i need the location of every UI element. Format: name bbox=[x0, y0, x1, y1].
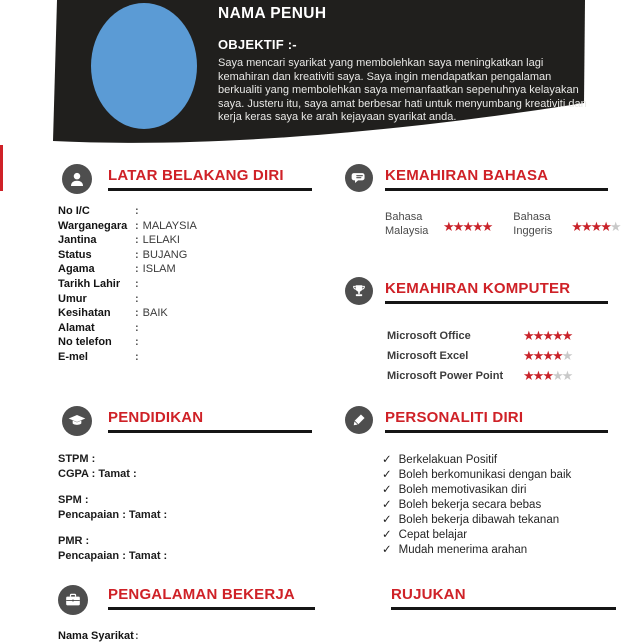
star-filled-icon: ★ bbox=[452, 219, 463, 234]
field-row bbox=[58, 306, 197, 321]
education-line: CGPA : Tamat : bbox=[58, 468, 137, 480]
education-line: Pencapaian : Tamat : bbox=[58, 509, 168, 521]
title-underline bbox=[385, 301, 608, 304]
checklist-item bbox=[382, 453, 571, 468]
section-personaliti-diri bbox=[385, 409, 608, 433]
title-underline bbox=[108, 430, 312, 433]
page-edge-accent bbox=[0, 145, 3, 191]
language-rating bbox=[443, 218, 491, 238]
section-title: LATAR BELAKANG DIRI bbox=[108, 167, 284, 184]
title-underline bbox=[385, 430, 608, 433]
field-value: ISLAM bbox=[142, 263, 176, 276]
star-filled-icon: ★ bbox=[590, 219, 601, 234]
section-title: PENGALAMAN BEKERJA bbox=[108, 586, 295, 603]
checklist-item bbox=[382, 498, 571, 513]
rating-stars bbox=[523, 350, 571, 362]
trophy-icon bbox=[345, 277, 373, 305]
field-colon: : bbox=[135, 248, 139, 261]
field-colon: : bbox=[135, 630, 139, 642]
star-filled-icon: ★ bbox=[542, 368, 552, 383]
field-label: Warganegara bbox=[58, 219, 128, 232]
star-filled-icon: ★ bbox=[571, 219, 581, 234]
objective-text: Saya mencari syarikat yang membolehkan saya meningkatkan lagi kemahiran dan kreativiti saya. Saya ingin mendapatkan pengalaman berkualiti yang membolehkan saya memanfaatkan sepenuhnya kelayakan saya. Justeru itu, saya amat berbesar hati untuk menyumbang kreativiti dan kerja keras saya ke arah kejayaan syarikat anda. bbox=[218, 57, 587, 124]
education-line: Pencapaian : Tamat : bbox=[58, 550, 168, 562]
checklist-text: Mudah menerima arahan bbox=[398, 544, 528, 556]
field-label: Kesihatan bbox=[58, 307, 111, 320]
checklist-text: Boleh bekerja secara bebas bbox=[398, 499, 542, 511]
education-entry bbox=[58, 493, 167, 523]
star-filled-icon: ★ bbox=[523, 368, 533, 383]
section-title: KEMAHIRAN KOMPUTER bbox=[385, 280, 571, 297]
star-empty-icon: ★ bbox=[609, 219, 620, 234]
field-colon: : bbox=[135, 205, 139, 217]
checklist-text: Boleh bekerja dibawah tekanan bbox=[398, 514, 560, 526]
field-label: Alamat bbox=[58, 321, 95, 334]
language-item bbox=[513, 211, 619, 238]
field-colon: : bbox=[135, 292, 139, 305]
section-kemahiran-komputer bbox=[385, 280, 608, 304]
check-icon: ✓ bbox=[382, 499, 392, 511]
title-underline bbox=[385, 188, 608, 191]
chat-bubble-icon bbox=[345, 164, 373, 192]
education-list bbox=[58, 452, 167, 575]
person-icon bbox=[62, 164, 92, 194]
star-filled-icon: ★ bbox=[471, 219, 482, 234]
language-item bbox=[385, 211, 491, 238]
check-icon: ✓ bbox=[382, 529, 392, 541]
field-colon: : bbox=[135, 321, 139, 334]
title-underline bbox=[108, 188, 312, 191]
checklist-text: Boleh memotivasikan diri bbox=[398, 484, 527, 496]
section-title: RUJUKAN bbox=[391, 586, 466, 603]
star-filled-icon: ★ bbox=[542, 328, 552, 343]
education-line: SPM : bbox=[58, 494, 89, 506]
star-filled-icon: ★ bbox=[561, 328, 572, 343]
star-empty-icon: ★ bbox=[561, 348, 572, 363]
field-label: Umur bbox=[58, 292, 87, 305]
language-rating bbox=[571, 218, 619, 238]
check-icon: ✓ bbox=[382, 514, 392, 526]
section-title: PENDIDIKAN bbox=[108, 409, 204, 426]
field-label: Nama Syarikat bbox=[58, 630, 134, 642]
field-value: BAIK bbox=[142, 307, 168, 320]
field-row bbox=[58, 292, 197, 307]
full-name: NAMA PENUH bbox=[218, 5, 327, 22]
star-filled-icon: ★ bbox=[600, 219, 610, 234]
rating-stars bbox=[571, 219, 619, 234]
section-pendidikan bbox=[108, 409, 312, 433]
star-filled-icon: ★ bbox=[580, 219, 591, 234]
skill-label: Microsoft Power Point bbox=[387, 370, 504, 382]
field-colon: : bbox=[135, 350, 139, 363]
star-filled-icon: ★ bbox=[481, 219, 492, 234]
field-value: BUJANG bbox=[142, 248, 188, 261]
field-row bbox=[58, 248, 197, 263]
star-filled-icon: ★ bbox=[551, 348, 562, 363]
section-rujukan bbox=[391, 586, 616, 610]
star-filled-icon: ★ bbox=[443, 219, 453, 234]
education-entry bbox=[58, 534, 167, 564]
education-line: STPM : bbox=[58, 453, 96, 465]
star-filled-icon: ★ bbox=[542, 348, 552, 363]
checklist-item bbox=[382, 513, 571, 528]
checklist-text: Berkelakuan Positif bbox=[398, 454, 498, 466]
skill-label: Microsoft Excel bbox=[387, 350, 469, 362]
computer-skill-row bbox=[387, 346, 571, 366]
field-row bbox=[58, 277, 197, 292]
language-skills-list bbox=[385, 211, 620, 238]
field-value: LELAKI bbox=[142, 234, 180, 247]
title-underline bbox=[391, 607, 616, 610]
field-colon: : bbox=[135, 307, 139, 320]
field-row bbox=[58, 219, 197, 234]
pencil-icon bbox=[345, 406, 373, 434]
education-entry bbox=[58, 452, 167, 482]
checklist-text: Boleh berkomunikasi dengan baik bbox=[398, 469, 572, 481]
header-text-block bbox=[218, 5, 588, 125]
rating-stars bbox=[443, 219, 491, 234]
check-icon: ✓ bbox=[382, 469, 392, 481]
checklist-item bbox=[382, 483, 571, 498]
computer-skill-row bbox=[387, 326, 571, 346]
photo-placeholder bbox=[91, 3, 197, 129]
star-filled-icon: ★ bbox=[532, 328, 543, 343]
field-colon: : bbox=[135, 263, 139, 276]
personal-details-list bbox=[58, 204, 197, 365]
field-row bbox=[58, 629, 143, 644]
section-kemahiran-bahasa bbox=[385, 167, 608, 191]
checklist-text: Cepat belajar bbox=[398, 529, 468, 541]
field-row bbox=[58, 262, 197, 277]
checklist-item bbox=[382, 468, 571, 483]
graduation-cap-icon bbox=[62, 406, 92, 436]
personality-checklist bbox=[382, 453, 571, 558]
star-empty-icon: ★ bbox=[561, 368, 572, 383]
field-colon: : bbox=[135, 219, 139, 232]
work-experience-list bbox=[58, 629, 143, 644]
section-title: PERSONALITI DIRI bbox=[385, 409, 524, 426]
education-line: PMR : bbox=[58, 535, 90, 547]
checklist-item bbox=[382, 543, 571, 558]
field-value: MALAYSIA bbox=[142, 219, 197, 232]
language-label: Bahasa Malaysia bbox=[385, 211, 429, 237]
rating-stars bbox=[523, 370, 571, 382]
field-colon: : bbox=[135, 234, 139, 247]
title-underline bbox=[108, 607, 315, 610]
skill-label: Microsoft Office bbox=[387, 330, 471, 342]
computer-skill-row bbox=[387, 366, 571, 386]
star-filled-icon: ★ bbox=[532, 368, 543, 383]
objective-label: OBJEKTIF :- bbox=[218, 37, 297, 52]
field-colon: : bbox=[135, 277, 139, 290]
language-label: Bahasa Inggeris bbox=[513, 211, 553, 237]
rating-stars bbox=[523, 330, 571, 342]
field-label: Status bbox=[58, 248, 92, 261]
field-label: No I/C bbox=[58, 205, 90, 217]
field-colon: : bbox=[135, 336, 139, 349]
star-filled-icon: ★ bbox=[523, 328, 533, 343]
section-pengalaman-bekerja bbox=[108, 586, 315, 610]
checklist-item bbox=[382, 528, 571, 543]
section-title: KEMAHIRAN BAHASA bbox=[385, 167, 549, 184]
star-filled-icon: ★ bbox=[551, 328, 562, 343]
star-filled-icon: ★ bbox=[523, 348, 533, 363]
field-label: Jantina bbox=[58, 234, 97, 247]
field-row bbox=[58, 335, 197, 350]
field-row bbox=[58, 321, 197, 336]
field-label: E-mel bbox=[58, 350, 88, 363]
section-latar-belakang-diri bbox=[108, 167, 312, 191]
star-filled-icon: ★ bbox=[532, 348, 543, 363]
field-label: Tarikh Lahir bbox=[58, 277, 121, 290]
field-label: Agama bbox=[58, 263, 95, 276]
check-icon: ✓ bbox=[382, 454, 392, 466]
star-filled-icon: ★ bbox=[462, 219, 472, 234]
star-empty-icon: ★ bbox=[551, 368, 562, 383]
computer-skills-list bbox=[387, 326, 571, 386]
field-label: No telefon bbox=[58, 336, 112, 349]
field-row bbox=[58, 204, 197, 219]
briefcase-icon bbox=[58, 585, 88, 615]
check-icon: ✓ bbox=[382, 544, 392, 556]
check-icon: ✓ bbox=[382, 484, 392, 496]
field-row bbox=[58, 350, 197, 365]
field-row bbox=[58, 233, 197, 248]
